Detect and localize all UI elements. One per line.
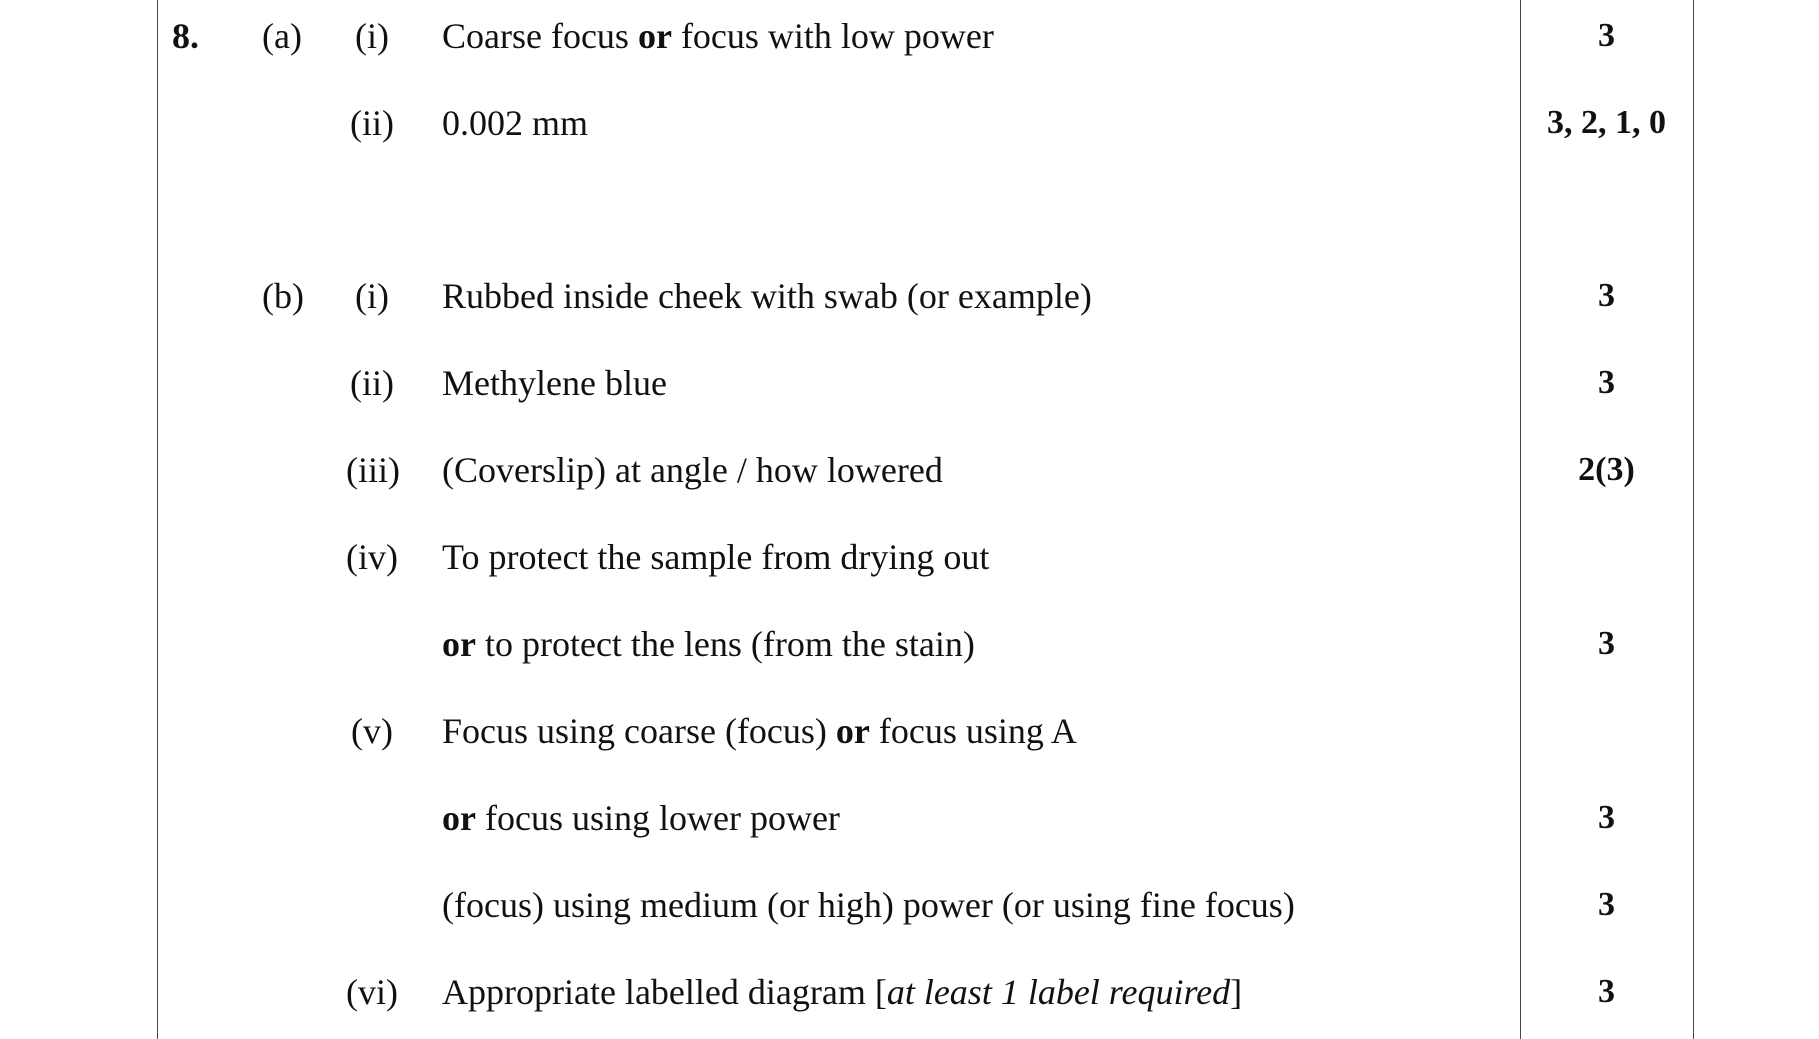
- text-segment: ]: [1230, 972, 1243, 1012]
- answer-text: [442, 105, 588, 141]
- text-segment: focus using lower power: [475, 798, 840, 838]
- text-segment: focus using A: [869, 711, 1077, 751]
- answer-text: [442, 800, 840, 836]
- table-row: [0, 792, 1819, 842]
- subpart-label: (i): [355, 276, 389, 316]
- text-segment: 0.002 mm: [442, 103, 589, 143]
- table-row: [0, 879, 1819, 929]
- answer-text: [442, 887, 1295, 923]
- subpart-label: (ii): [350, 103, 394, 143]
- text-segment: (Coverslip) at angle / how lowered: [442, 450, 943, 490]
- table-row: [0, 97, 1819, 147]
- text-segment: Rubbed inside cheek with swab (or example): [442, 276, 1092, 316]
- subpart-label: (ii): [350, 363, 394, 403]
- marks-value: 2(3): [1578, 451, 1635, 488]
- subpart-label: (i): [355, 16, 389, 56]
- answer-text: [442, 278, 1092, 314]
- italic-note: at least 1 label required: [886, 972, 1231, 1012]
- bold-keyword: or: [637, 16, 672, 56]
- table-row: [0, 357, 1819, 407]
- part-label: (a): [262, 16, 302, 56]
- text-segment: Methylene blue: [442, 363, 667, 403]
- answer-text: [442, 365, 667, 401]
- marks-value: 3, 2, 1, 0: [1547, 104, 1666, 141]
- marks-value: 3: [1598, 799, 1615, 836]
- part-label: (b): [262, 276, 304, 316]
- table-row: [0, 10, 1819, 60]
- answer-text: [442, 713, 1077, 749]
- answer-text: [442, 539, 989, 575]
- text-segment: To protect the sample from drying out: [442, 537, 990, 577]
- table-row: [0, 270, 1819, 320]
- marks-value: 3: [1598, 17, 1615, 54]
- answer-text: [442, 18, 994, 54]
- table-row: [0, 531, 1819, 581]
- table-row: [0, 705, 1819, 755]
- text-segment: (focus) using medium (or high) power (or using fine focus): [442, 885, 1295, 925]
- subpart-label: (v): [351, 711, 393, 751]
- text-segment: focus with low power: [671, 16, 994, 56]
- marks-value: 3: [1598, 277, 1615, 314]
- marks-value: 3: [1598, 364, 1615, 401]
- table-row: [0, 966, 1819, 1016]
- answer-text: [442, 626, 975, 662]
- subpart-label: (iii): [346, 450, 400, 490]
- text-segment: Coarse focus: [442, 16, 638, 56]
- question-number: 8.: [172, 16, 199, 56]
- answer-text: [442, 974, 1242, 1010]
- subpart-label: (vi): [346, 972, 398, 1012]
- subpart-label: (iv): [346, 537, 398, 577]
- marks-value: 3: [1598, 973, 1615, 1010]
- marks-value: 3: [1598, 625, 1615, 662]
- text-segment: Appropriate labelled diagram [: [442, 972, 887, 1012]
- bold-keyword: or: [835, 711, 870, 751]
- bold-keyword: or: [442, 624, 476, 664]
- marks-value: 3: [1598, 886, 1615, 923]
- answer-text: [442, 452, 943, 488]
- text-segment: Focus using coarse (focus): [442, 711, 836, 751]
- table-row: [0, 618, 1819, 668]
- table-row: [0, 444, 1819, 494]
- bold-keyword: or: [442, 798, 476, 838]
- text-segment: to protect the lens (from the stain): [475, 624, 975, 664]
